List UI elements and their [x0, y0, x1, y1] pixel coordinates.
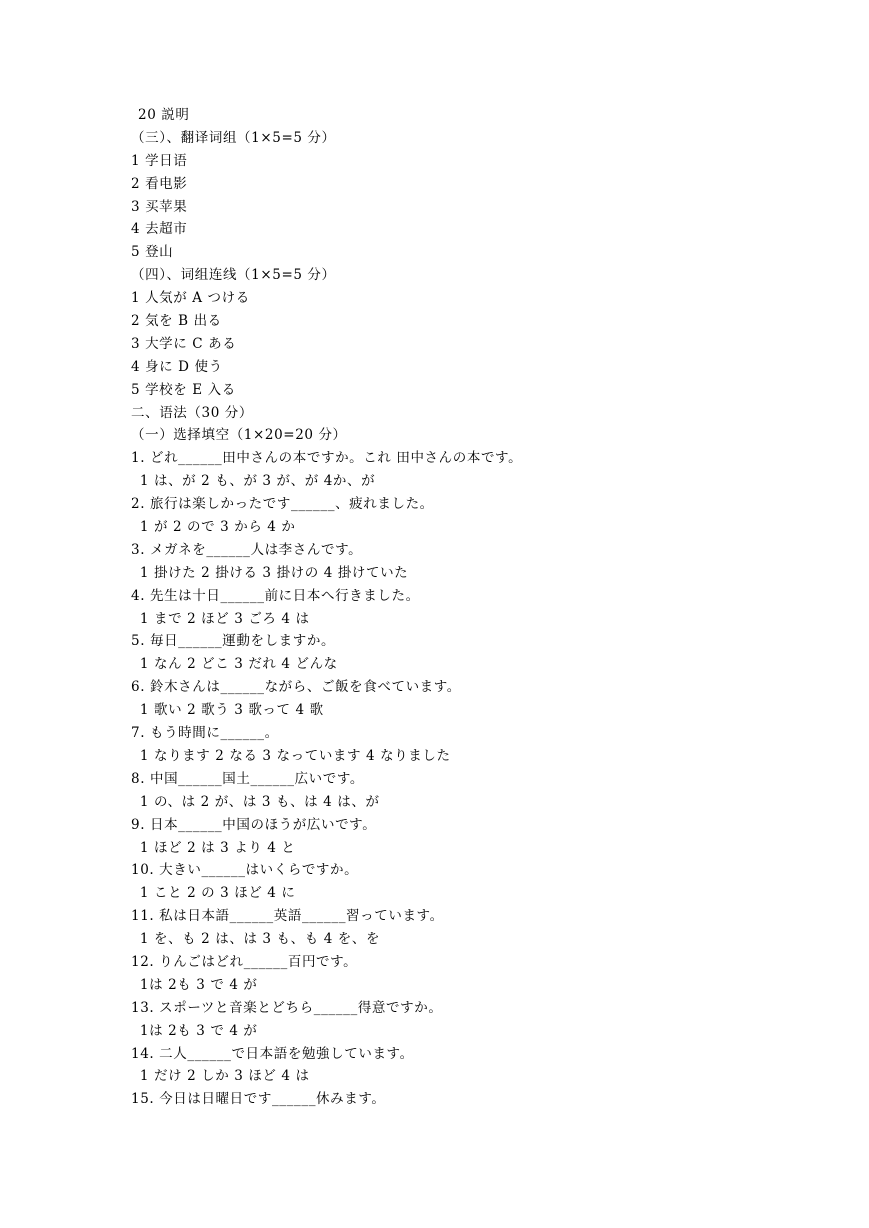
question-10: 10. 大きい______はいくらですか。	[131, 862, 359, 879]
question-12: 12. りんごはどれ______百円です。	[131, 953, 358, 970]
question-1-options: 1 は、が 2 も、が 3 が、が 4か、が	[135, 473, 376, 490]
question-20-heading: 20 説明	[138, 107, 190, 123]
document-body	[131, 104, 811, 1111]
question-8: 8. 中国______国土______広いです。	[131, 770, 364, 787]
question-3: 3. メガネを______人は李さんです。	[131, 541, 363, 558]
question-5-options: 1 なん 2 どこ 3 だれ 4 どんな	[135, 656, 338, 673]
question-7-options: 1 なります 2 なる 3 なっています 4 なりました	[135, 747, 451, 764]
question-3-options: 1 掛けた 2 掛ける 3 掛けの 4 掛けていた	[135, 564, 409, 581]
question-4: 4. 先生は十日______前に日本へ行きました。	[131, 587, 420, 604]
question-10-options: 1 こと 2 の 3 ほど 4 に	[135, 885, 296, 902]
question-15: 15. 今日は日曜日です______休みます。	[131, 1091, 386, 1108]
translate-item-4: 4 去超市	[131, 221, 188, 238]
question-7: 7. もう時間に______。	[131, 725, 279, 742]
question-2: 2. 旅行は楽しかったです______、疲れました。	[131, 496, 434, 513]
question-9: 9. 日本______中国のほうが広いです。	[131, 816, 377, 833]
question-14: 14. 二人______で日本語を勉強しています。	[131, 1045, 414, 1062]
question-6-options: 1 歌い 2 歌う 3 歌って 4 歌	[135, 702, 324, 719]
question-2-options: 1 が 2 ので 3 から 4 か	[135, 519, 296, 536]
translate-item-3: 3 买苹果	[131, 198, 188, 215]
section-translate-phrases-heading: （三）、翻译词组（1×5=5 分）	[131, 129, 336, 146]
translate-item-5: 5 登山	[131, 244, 174, 261]
match-item-4: 4 身に D 使う	[131, 358, 223, 375]
question-13: 13. スポーツと音楽とどちら______得意ですか。	[131, 999, 443, 1016]
question-1: 1. どれ______田中さんの本ですか。これ 田中さんの本です。	[131, 450, 523, 467]
question-5: 5. 毎日______運動をしますか。	[131, 633, 336, 650]
question-14-options: 1 だけ 2 しか 3 ほど 4 は	[135, 1068, 310, 1085]
translate-item-2: 2 看电影	[131, 175, 188, 192]
question-11-options: 1 を、も 2 は、は 3 も、も 4 を、を	[135, 931, 381, 948]
question-4-options: 1 まで 2 ほど 3 ごろ 4 は	[135, 610, 310, 627]
subsection-multiple-choice-heading: （一）选择填空（1×20=20 分）	[131, 427, 347, 444]
match-item-2: 2 気を B 出る	[131, 313, 222, 330]
question-12-options: 1は 2も 3 で 4 が	[135, 976, 258, 993]
match-item-1: 1 人気が A つける	[131, 290, 250, 307]
section-match-phrases-heading: （四）、词组连线（1×5=5 分）	[131, 267, 336, 284]
question-11: 11. 私は日本語______英語______習っています。	[131, 908, 444, 925]
question-13-options: 1は 2も 3 で 4 が	[135, 1022, 258, 1039]
match-item-5: 5 学校を E 入る	[131, 381, 236, 398]
section-grammar-heading: 二、语法（30 分）	[131, 404, 253, 421]
match-item-3: 3 大学に C ある	[131, 335, 237, 352]
question-6: 6. 鈴木さんは______ながら、ご飯を食べています。	[131, 679, 461, 696]
translate-item-1: 1 学日语	[131, 152, 188, 169]
question-9-options: 1 ほど 2 は 3 より 4 と	[135, 839, 296, 856]
question-8-options: 1 の、は 2 が、は 3 も、は 4 は、が	[135, 793, 380, 810]
